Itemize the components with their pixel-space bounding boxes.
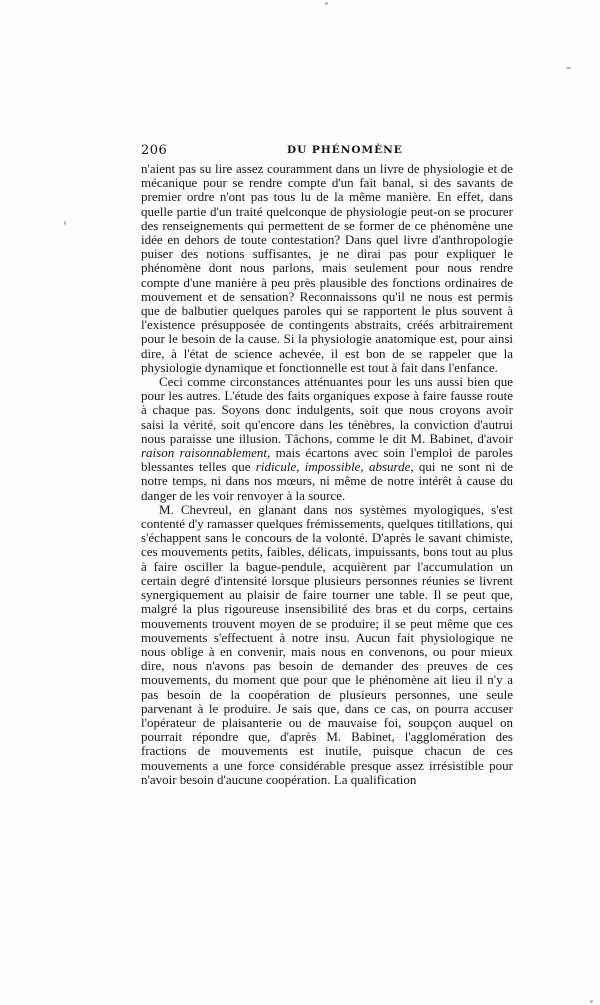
paper-speck [590, 1000, 593, 1003]
text-run: Ceci comme circonstances atténuantes pour les uns aussi bien que pour les autres. L'étude des faits organiques expose à faire fausse route à chaque pas. Soyons donc indulgents, soit que nous croyons avoir saisi la vérité, soit qu'encore dans les ténèbres, la conviction d'autrui nous paraisse une illusion. Tâchons, comme le dit M. Babinet, d'avoir [141, 374, 513, 446]
body-text [141, 162, 513, 787]
paragraph [141, 503, 513, 787]
paper-speck [325, 2, 328, 5]
text-run: M. Chevreul, en glanant dans nos systèmes myologiques, s'est contenté d'y ramasser quelques frémissements, quelques titillations, qui s'échappent sans le concours de la volonté. D'après le savant chimiste, ces mouvements petits, faibles, délicats, impuissants, bons tout au plus à faire osciller la bague-pendule, acquièrent par l'accumulation un certain degré d'intensité lorsque plusieurs personnes réunies se livrent synergiquement au plaisir de faire tourner une table. Il se peut que, malgré la plus rigoureuse insensibilité des bras et du corps, certains mouvements trouvent moyen de se produire; il se peut même que ces mouvements s'effectuent à notre insu. Aucun fait physiologique ne nous oblige à en convenir, mais nous en convenons, ou pour mieux dire, nous n'avons pas besoin de demander des preuves de ces mouvements, du moment que pour que le phénomène ait lieu il n'y a pas besoin de la coopération de plusieurs personnes, une seule parvenant à le produire. Je sais que, dans ce cas, on pourra accuser l'opérateur de plaisanterie ou de mauvaise foi, soupçon auquel on pourrait répondre que, d'après M. Babinet, l'agglomération des fractions de mouvements est inutile, puisque chacun de ces mouvements a une force considérable presque assez irrésistible pour n'avoir besoin d'aucune coopération. La qualification [141, 501, 513, 787]
paper-speck [566, 67, 571, 69]
running-head [141, 143, 513, 163]
italic-phrase: ridicule [255, 459, 297, 475]
italic-phrase: absurde [368, 459, 411, 475]
paper-speck [64, 221, 66, 225]
text-run: , [296, 459, 305, 475]
text-run: n'aient pas su lire assez couramment dans un livre de physiologie et de mécanique pour se rendre compte d'un fait banal, si des savants de premier ordre n'ont pas tous lu de la même manière. En effet, dans quelle partie d'un traité quelconque de physiologie peut-on se procurer des renseignements qui permettent de se former de ce phénomène une idée en dehors de toute contestation? Dans quel livre d'anthropologie puiser des notions suffisantes, je ne dirai pas pour expliquer le phénomène dont nous parlons, mais seulement pour nous rendre compte d'une manière à peu près plausible des fonctions ordinaires de mouvement et de sensation? Reconnaissons qu'il ne nous est permis que de balbutier quelques paroles qui se rapportent le plus souvent à l'existence présupposée de contingents abstraits, créés arbitrairement pour le besoin de la cause. Si la physiologie anatomique est, pour ainsi dire, à l'état de science achevée, il est bon de se rappeler que la physiologie dynamique et fonctionnelle est tout à fait dans l'enfance. [141, 161, 513, 375]
paragraph [141, 375, 513, 503]
italic-phrase: raison raisonnablement [141, 445, 267, 461]
text-run: , qui ne sont ni de notre temps, ni dans nos mœurs, ni même de notre intérêt à cause du danger de les voir renvoyer à la source. [141, 459, 514, 503]
text-run: , mais écartons avec soin l'emploi de paroles blessantes telles que [141, 445, 513, 475]
paragraph [141, 162, 513, 375]
running-title: DU PHÉNOMÈNE [287, 144, 403, 156]
italic-phrase: impossible [304, 459, 361, 475]
page-number: 206 [141, 143, 168, 158]
text-run: , [360, 459, 369, 475]
